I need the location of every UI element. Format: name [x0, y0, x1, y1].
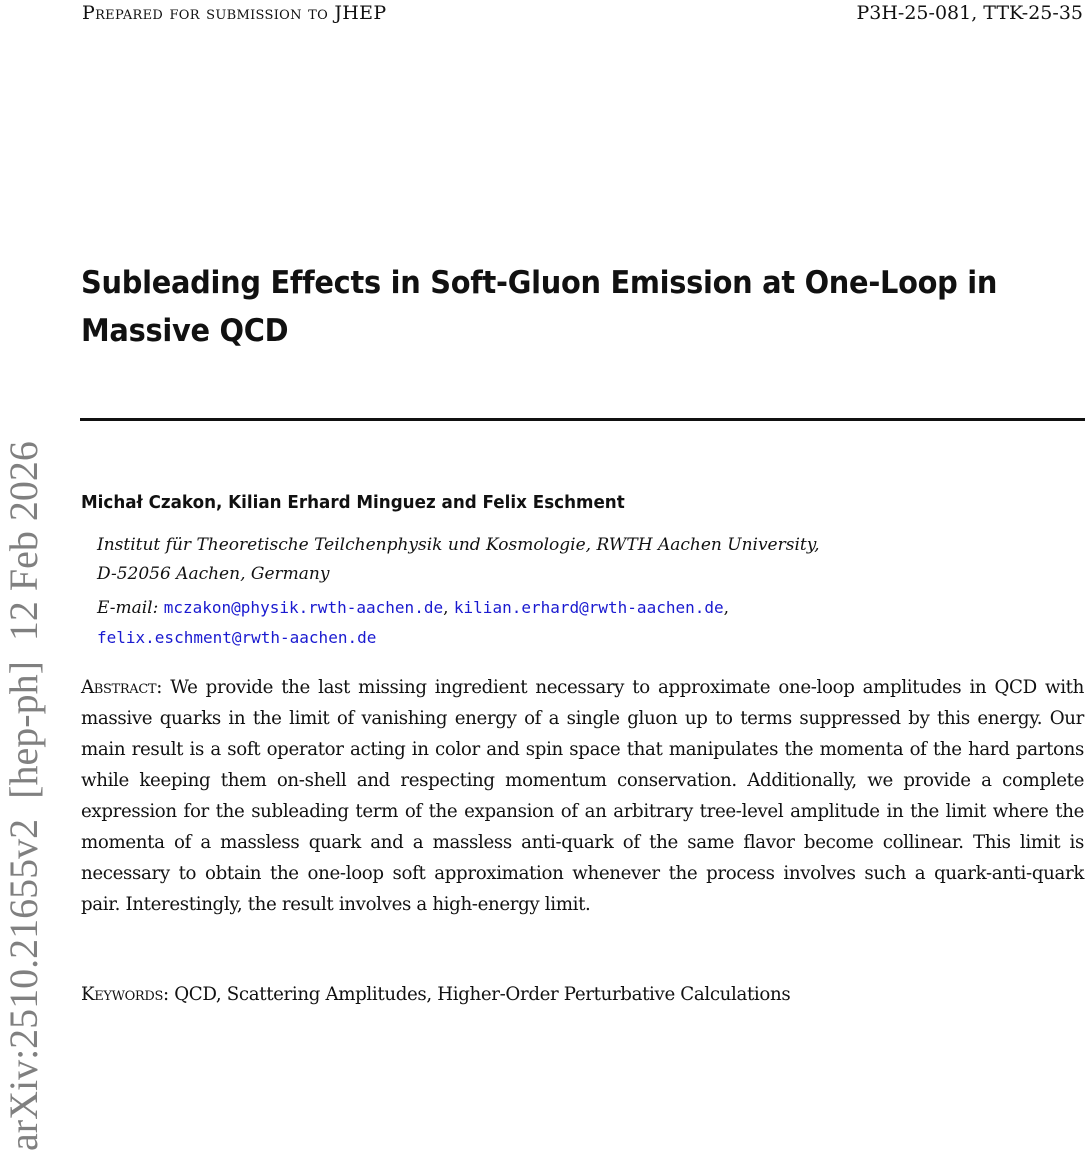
- preprint-numbers: P3H-25-081, TTK-25-35: [856, 2, 1083, 24]
- abstract-text: We provide the last missing ingredient necessary to approximate one-loop amplitudes in QCD with massive quarks in the limit of vanishing energy of a single gluon up to terms suppressed by this energy. Our main result is a soft operator acting in color and spin space that manipulates the momenta of the hard partons while keeping them on-shell and respecting momentum conservation. Additionally, we provide a complete expression for the subleading term of the expansion of an arbitrary tree-level amplitude in the limit where the momenta of a massless quark and a massless anti-quark of the same flavor become collinear. This limit is necessary to obtain the one-loop soft approximation whenever the process involves such a quark-anti-quark pair. Interestingly, the result involves a high-energy limit.: [81, 677, 1085, 915]
- email-link-erhard[interactable]: kilian.erhard@rwth-aachen.de: [453, 598, 724, 617]
- title-rule: [80, 418, 1085, 421]
- affiliation-line-2: D-52056 Aachen, Germany: [97, 564, 330, 584]
- abstract-label: Abstract:: [81, 677, 163, 698]
- email-label: E-mail:: [97, 598, 159, 618]
- email-link-eschment[interactable]: felix.eschment@rwth-aachen.de: [97, 628, 377, 647]
- abstract: [81, 672, 1084, 920]
- email-separator: ,: [723, 598, 730, 618]
- journal-header: Prepared for submission to JHEP: [82, 2, 387, 24]
- title-line-1: Subleading Effects in Soft-Gluon Emission at One-Loop in: [81, 265, 998, 301]
- author-list: Michał Czakon, Kilian Erhard Minguez and Felix Eschment: [81, 492, 625, 513]
- keywords: [81, 984, 790, 1005]
- affiliation: [97, 531, 819, 589]
- title-line-2: Massive QCD: [81, 313, 289, 349]
- email-separator: ,: [443, 598, 454, 618]
- arxiv-stamp: arXiv:2510.21655v2 [hep-ph] 12 Feb 2026: [1, 441, 46, 1151]
- affiliation-line-1: Institut für Theoretische Teilchenphysik und Kosmologie, RWTH Aachen University,: [97, 535, 820, 555]
- keywords-text: QCD, Scattering Amplitudes, Higher-Order Perturbative Calculations: [174, 984, 791, 1005]
- paper-title: [81, 259, 1085, 355]
- email-block: [97, 593, 729, 653]
- email-link-czakon[interactable]: mczakon@physik.rwth-aachen.de: [163, 598, 444, 617]
- keywords-label: Keywords:: [81, 984, 169, 1005]
